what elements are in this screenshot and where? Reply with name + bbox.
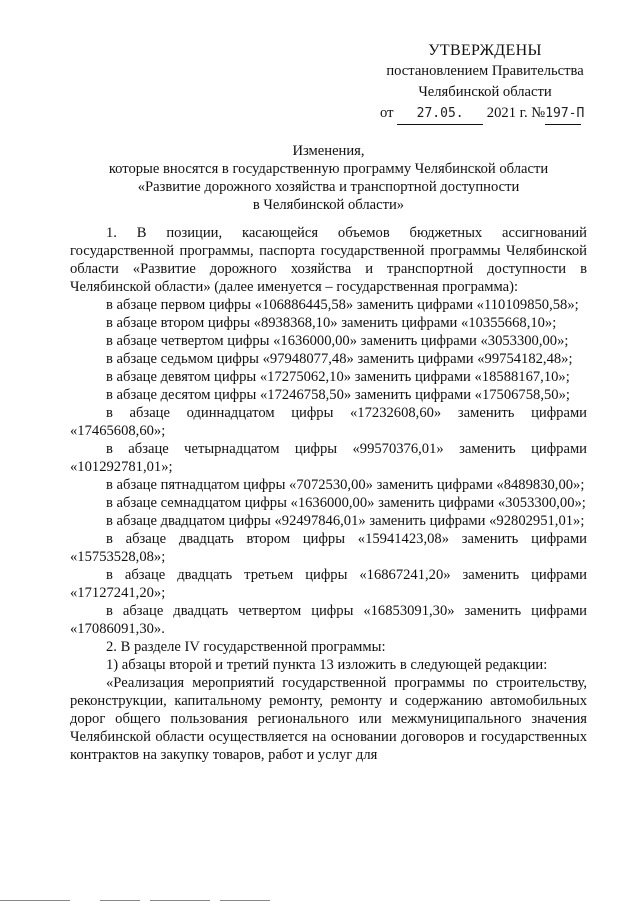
paragraph: в абзаце первом цифры «106886445,58» заменить цифрами «110109850,58»; — [106, 297, 579, 313]
document-title — [70, 142, 587, 214]
resolution-number: 197-П — [545, 103, 581, 125]
approval-heading: УТВЕРЖДЕНЫ — [428, 42, 542, 59]
paragraph: 1) абзацы второй и третий пункта 13 изложить в следующей редакции: — [106, 657, 548, 673]
approval-line-1: постановлением Правительства — [386, 63, 584, 79]
scan-edge-marks — [0, 898, 640, 905]
title-line-1: Изменения, — [292, 143, 365, 159]
document-body — [70, 224, 587, 764]
paragraph: в абзаце седьмом цифры «97948077,48» заменить цифрами «99754182,48»; — [106, 351, 573, 367]
paragraph: «Реализация мероприятий государственной программы по строительству, реконструкции, капитальному ремонту, ремонту и содержанию автомобильных дорог общего пользования регионального или межмуниципального значения Челябинской области осуществляется на основании договоров и государственных контрактов на закупку товаров, работ и услуг для — [70, 675, 587, 763]
paragraph: в абзаце втором цифры «8938368,10» заменить цифрами «10355668,10»; — [106, 315, 557, 331]
title-line-3: «Развитие дорожного хозяйства и транспортной доступности — [137, 179, 520, 195]
paragraph: 2. В разделе IV государственной программы: — [106, 639, 386, 655]
title-line-4: в Челябинской области» — [252, 197, 405, 213]
edge-mark — [0, 900, 70, 901]
paragraph: в абзаце десятом цифры «17246758,50» заменить цифрами «17506758,50»; — [106, 387, 570, 403]
paragraph: в абзаце одиннадцатом цифры «17232608,60» заменить цифрами «17465608,60»; — [70, 405, 587, 439]
paragraph: в абзаце двадцать третьем цифры «16867241,20» заменить цифрами «17127241,20»; — [70, 567, 587, 601]
paragraph: в абзаце семнадцатом цифры «1636000,00» заменить цифрами «3053300,00»; — [106, 495, 586, 511]
date-year: 2021 г. № — [486, 105, 546, 121]
paragraph: в абзаце четырнадцатом цифры «99570376,01» заменить цифрами «101292781,01»; — [70, 441, 587, 475]
paragraph: в абзаце двадцать втором цифры «15941423,08» заменить цифрами «15753528,08»; — [70, 531, 587, 565]
edge-mark — [220, 900, 270, 901]
paragraph: 1. В позиции, касающейся объемов бюджетных ассигнований государственной программы, паспорта государственной программы Челябинской области «Развитие дорожного хозяйства и транспортной доступности в Челябинской области» (далее именуется – государственная программа): — [70, 225, 587, 295]
date-prefix: от — [380, 105, 394, 121]
approval-line-2: Челябинской области — [418, 84, 552, 100]
paragraph: в абзаце четвертом цифры «1636000,00» заменить цифрами «3053300,00»; — [106, 333, 569, 349]
edge-mark — [150, 900, 210, 901]
title-line-2: которые вносятся в государственную программу Челябинской области — [108, 161, 549, 177]
paragraph: в абзаце девятом цифры «17275062,10» заменить цифрами «18588167,10»; — [106, 369, 570, 385]
edge-mark — [100, 900, 140, 901]
paragraph: в абзаце двадцатом цифры «92497846,01» заменить цифрами «92802951,01»; — [106, 513, 585, 529]
approval-date-line — [380, 103, 590, 125]
paragraph: в абзаце двадцать четвертом цифры «16853091,30» заменить цифрами «17086091,30». — [70, 603, 587, 637]
paragraph: в абзаце пятнадцатом цифры «7072530,00» заменить цифрами «8489830,00»; — [106, 477, 585, 493]
approval-block — [380, 40, 590, 125]
date-value: 27.05. — [397, 103, 483, 125]
